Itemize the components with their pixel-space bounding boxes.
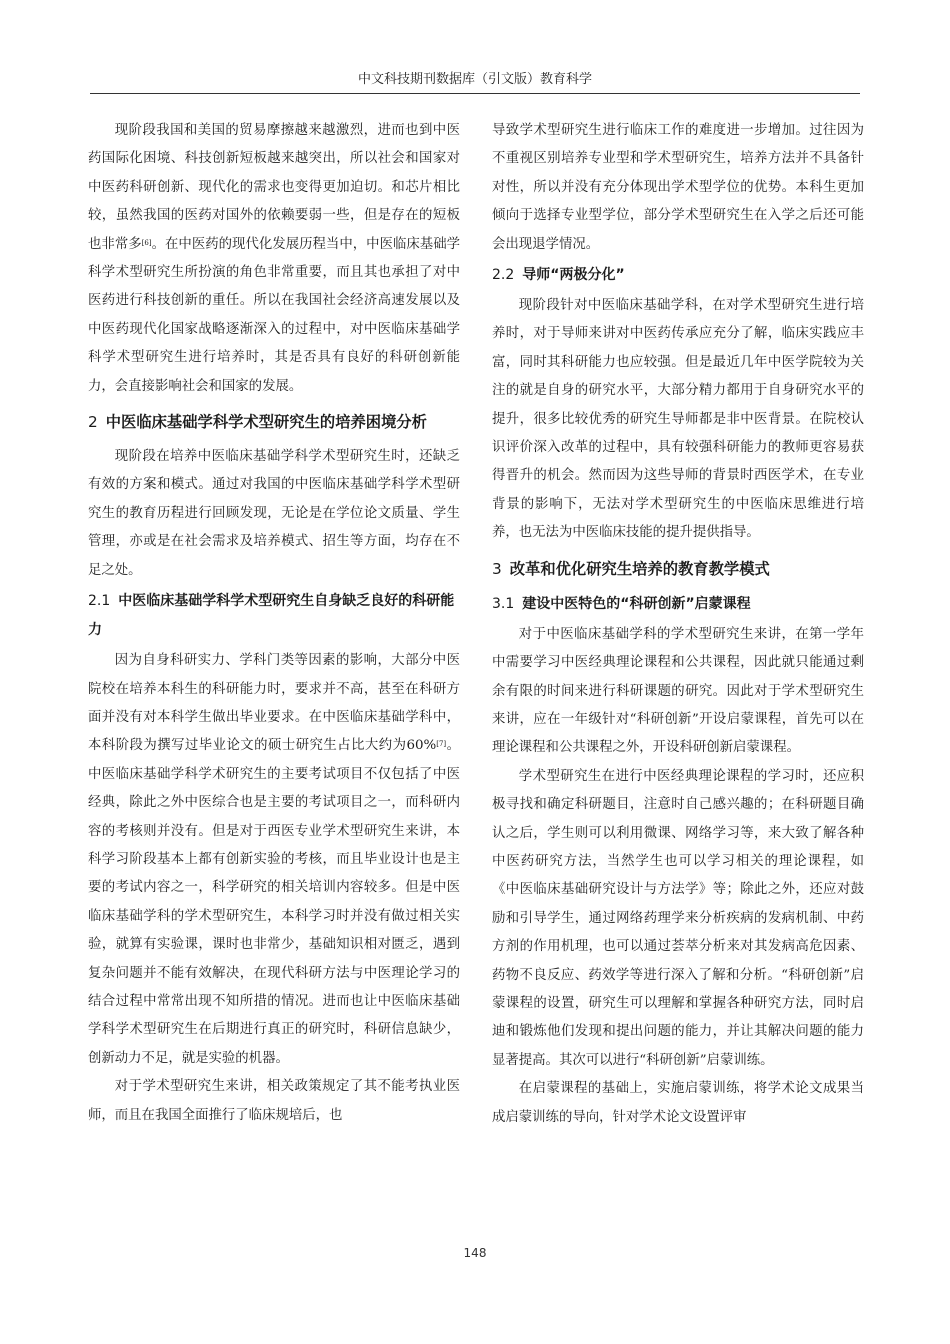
paragraph: [88, 117, 460, 401]
subsection-title: 导师“两极分化”: [522, 267, 625, 284]
paragraph-text: 。在中医药的现代化发展历程当中，中医临床基础学科学术型研究生所扮演的角色非常重要，而且其也承担了对中医药进行科技创新的重任。所以在我国社会经济高速发展以及中医药现代化国家战略逐渐深入的过程中，对中医临床基础学科学术型研究生进行培养时，其是否具有良好的科研创新能力，会直接影响社会和国家的发展。: [88, 236, 461, 394]
paragraph: 对于学术型研究生来讲，相关政策规定了其不能考执业医师，而且在我国全面推行了临床规培后，也: [88, 1079, 460, 1123]
subsection-number: 2.2: [492, 267, 515, 284]
right-column: [492, 117, 864, 1132]
citation: [6]: [141, 238, 152, 247]
subsection-title: 中医临床基础学科学术型研究生自身缺乏良好的科研能力: [88, 593, 455, 639]
paragraph: 对于中医临床基础学科的学术型研究生来讲，在第一学年中需要学习中医经典理论课程和公共课程，因此就只能通过剩余有限的时间来进行科研课题的研究。因此对于学术型研究生来讲，应在一年级针对“科研创新”开设启蒙课程，首先可以在理论课程和公共课程之外，开设科研创新启蒙课程。: [492, 626, 864, 756]
paragraph-text: 现阶段我国和美国的贸易摩擦越来越激烈，进而也到中医药国际化困境、科技创新短板越来越突出，所以社会和国家对中医药科研创新、现代化的需求也变得更加迫切。和芯片相比较，虽然我国的医药对国外的依赖要弱一些，但是存在的短板也非常多: [88, 123, 460, 252]
section-heading: [492, 554, 864, 584]
paragraph-text: 。中医临床基础学科学术研究生的主要考试项目不仅包括了中医经典，除此之外中医综合也是主要的考试项目之一，而科研内容的考核则并没有。但是对于西医专业学术型研究生来讲，本科学习阶段基本上都有创新实验的考核，而且毕业设计也是主要的考试内容之一，科学研究的相关培训内容较多。但是中医临床基础学科的学术型研究生，本科学习时并没有做过相关实验，就算有实验课，课时也非常少，基础知识相对匮乏，遇到复杂问题并不能有效解决，在现代科研方法与中医理论学习的结合过程中常常出现不知所措的情况。进而也让中医临床基础学科学术型研究生在后期进行真正的研究时，科研信息缺少，创新动力不足，就是实验的机器。: [88, 738, 461, 1066]
section-title: 中医临床基础学科学术型研究生的培养困境分析: [105, 413, 427, 432]
left-column: [88, 117, 460, 1130]
section-heading: [88, 407, 460, 437]
paragraph: 在启蒙课程的基础上，实施启蒙训练，将学术论文成果当成启蒙训练的导向，针对学术论文设置评审: [492, 1081, 864, 1125]
section-title: 改革和优化研究生培养的教育教学模式: [509, 559, 770, 578]
subsection-heading: [492, 261, 864, 290]
paragraph: 导致学术型研究生进行临床工作的难度进一步增加。过往因为不重视区别培养专业型和学术型研究生，培养方法并不具备针对性，所以并没有充分体现出学术型学位的优势。本科生更加倾向于选择专业型学位，部分学术型研究生在入学之后还可能会出现退学情况。: [492, 123, 864, 252]
header-divider: [90, 93, 860, 94]
paragraph: 现阶段在培养中医临床基础学科学术型研究生时，还缺乏有效的方案和模式。通过对我国的中医临床基础学科学术型研究生的教育历程进行回顾发现，无论是在学位论文质量、学生管理，亦或是在社会需求及培养模式、招生等方面，均存在不足之处。: [88, 449, 460, 578]
citation: [7]: [436, 740, 447, 749]
section-number: 3: [492, 559, 502, 578]
subsection-number: 2.1: [88, 593, 111, 610]
section-number: 2: [88, 413, 98, 432]
subsection-heading: [88, 587, 460, 645]
journal-header: 中文科技期刊数据库（引文版）教育科学: [357, 72, 592, 87]
paragraph: [88, 647, 460, 1073]
page-number: 148: [463, 1246, 487, 1260]
paragraph: 现阶段针对中医临床基础学科，在对学术型研究生进行培养时，对于导师来讲对中医药传承应充分了解，临床实践应丰富，同时其科研能力也应较强。但是最近几年中医学院较为关注的就是自身的研究水平，大部分精力都用于自身研究水平的提升，很多比较优秀的研究生导师都是非中医背景。在院校认识评价深入改革的过程中，具有较强科研能力的教师更容易获得晋升的机会。然而因为这些导师的背景时西医学术，在专业背景的影响下，无法对学术型研究生的中医临床思维进行培养，也无法为中医临床技能的提升提供指导。: [492, 298, 864, 541]
paragraph-text: 因为自身科研实力、学科门类等因素的影响，大部分中医院校在培养本科生的科研能力时，要求并不高，甚至在科研方面并没有对本科学生做出毕业要求。在中医临床基础学科中，本科阶段为撰写过毕业论文的硕士研究生占比大约为60%: [88, 653, 460, 754]
subsection-number: 3.1: [492, 595, 515, 612]
subsection-title: 建设中医特色的“科研创新”启蒙课程: [522, 595, 751, 612]
subsection-heading: [492, 590, 864, 619]
paragraph: 学术型研究生在进行中医经典理论课程的学习时，还应积极寻找和确定科研题目，注意时自己感兴趣的；在科研题目确认之后，学生则可以利用微课、网络学习等，来大致了解各种中医药研究方法，当然学生也可以学习相关的理论课程，如《中医临床基础研究设计与方法学》等；除此之外，还应对鼓励和引导学生，通过网络药理学来分析疾病的发病机制、中药方剂的作用机理，也可以通过荟萃分析来对其发病高危因素、药物不良反应、药效学等进行深入了解和分析。“科研创新”启蒙课程的设置，研究生可以理解和掌握各种研究方法，同时启迪和锻炼他们发现和提出问题的能力，并让其解决问题的能力显著提高。其次可以进行“科研创新”启蒙训练。: [492, 768, 864, 1068]
